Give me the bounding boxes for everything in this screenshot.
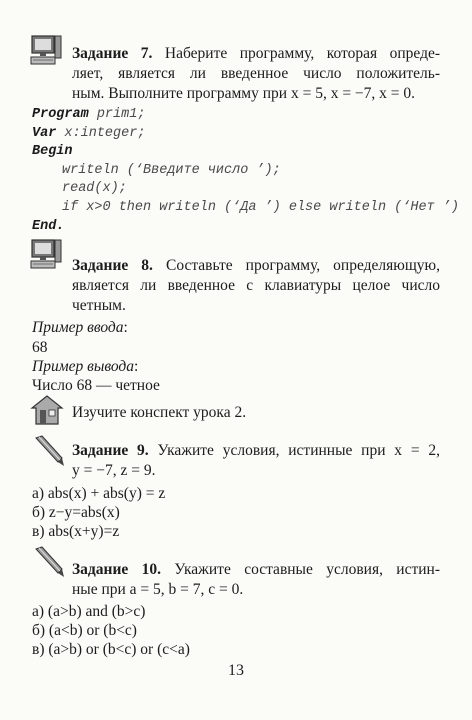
task9-option-c: в) abs(x+y)=z xyxy=(32,523,120,540)
task8-label: Задание 8. xyxy=(72,257,153,274)
task9-option-a: а) abs(x) + abs(y) = z xyxy=(32,485,166,502)
task9-label: Задание 9. xyxy=(72,442,149,459)
task10-line-1 xyxy=(72,560,440,580)
homework-text: Изучите конспект урока 2. xyxy=(72,404,247,421)
task7-line-1 xyxy=(72,44,440,64)
task8-line-1 xyxy=(72,256,440,276)
code-line-program xyxy=(32,106,459,125)
keyword-var: Var xyxy=(32,125,57,141)
task10-label: Задание 10. xyxy=(72,561,162,578)
program-code xyxy=(32,106,459,236)
task9-line-1 xyxy=(72,441,440,461)
task8-line-2: является ли введенное с клавиатуры целое число xyxy=(72,277,440,294)
task10-option-b: б) (a<b) or (b<c) xyxy=(32,622,137,639)
task9-line-2: y = −7, z = 9. xyxy=(72,462,156,479)
task7-line-2: ляет, является ли введенное число положитель- xyxy=(72,65,440,82)
task9-option-b: б) z−y=abs(x) xyxy=(32,504,120,521)
code-line-read: read(x); xyxy=(62,181,127,197)
input-example-value: 68 xyxy=(32,339,48,356)
program-name: prim1; xyxy=(96,107,146,122)
code-line-var xyxy=(32,125,459,144)
pencil-icon xyxy=(32,434,66,468)
computer-icon xyxy=(30,238,64,272)
task7-label: Задание 7. xyxy=(72,45,153,62)
task10-line-2: ные при a = 5, b = 7, c = 0. xyxy=(72,581,244,598)
output-example-label: Пример вывода: xyxy=(32,358,139,375)
task9-text-1: Укажите условия, истинные при x = 2, xyxy=(157,442,441,459)
computer-icon xyxy=(30,34,64,68)
output-example-label-text: Пример вывода xyxy=(32,358,134,375)
task10-text-1: Укажите составные условия, истин- xyxy=(174,561,441,578)
var-declaration: x:integer; xyxy=(64,125,146,141)
code-line-end xyxy=(32,218,459,237)
task8-line-3: четным. xyxy=(72,297,126,314)
keyword-begin: Begin xyxy=(32,144,73,160)
code-line-if: if x>0 then writeln (‘Да ’) else writeln (‘Нет ’) xyxy=(62,199,459,215)
task8-text-1: Составьте программу, определяющую, xyxy=(165,257,441,274)
task7-line-3: ным. Выполните программу при x = 5, x = −7, x = 0. xyxy=(72,85,416,102)
code-line-writeln: writeln (‘Введите число ’); xyxy=(62,162,281,178)
output-example-value: Число 68 — четное xyxy=(32,377,160,394)
house-icon xyxy=(30,394,64,426)
keyword-program: Program xyxy=(32,107,89,122)
page-number: 13 xyxy=(228,662,244,679)
task10-option-a: а) (a>b) and (b>c) xyxy=(32,603,146,620)
task7-text-1: Наберите программу, которая опреде- xyxy=(164,45,441,62)
input-example-label-text: Пример ввода xyxy=(32,319,124,336)
input-example-label: Пример ввода: xyxy=(32,319,128,336)
task10-option-c: в) (a>b) or (b<c) or (c<a) xyxy=(32,641,190,658)
keyword-end: End. xyxy=(32,218,65,234)
code-line-begin xyxy=(32,143,459,162)
pencil-icon xyxy=(32,545,66,579)
